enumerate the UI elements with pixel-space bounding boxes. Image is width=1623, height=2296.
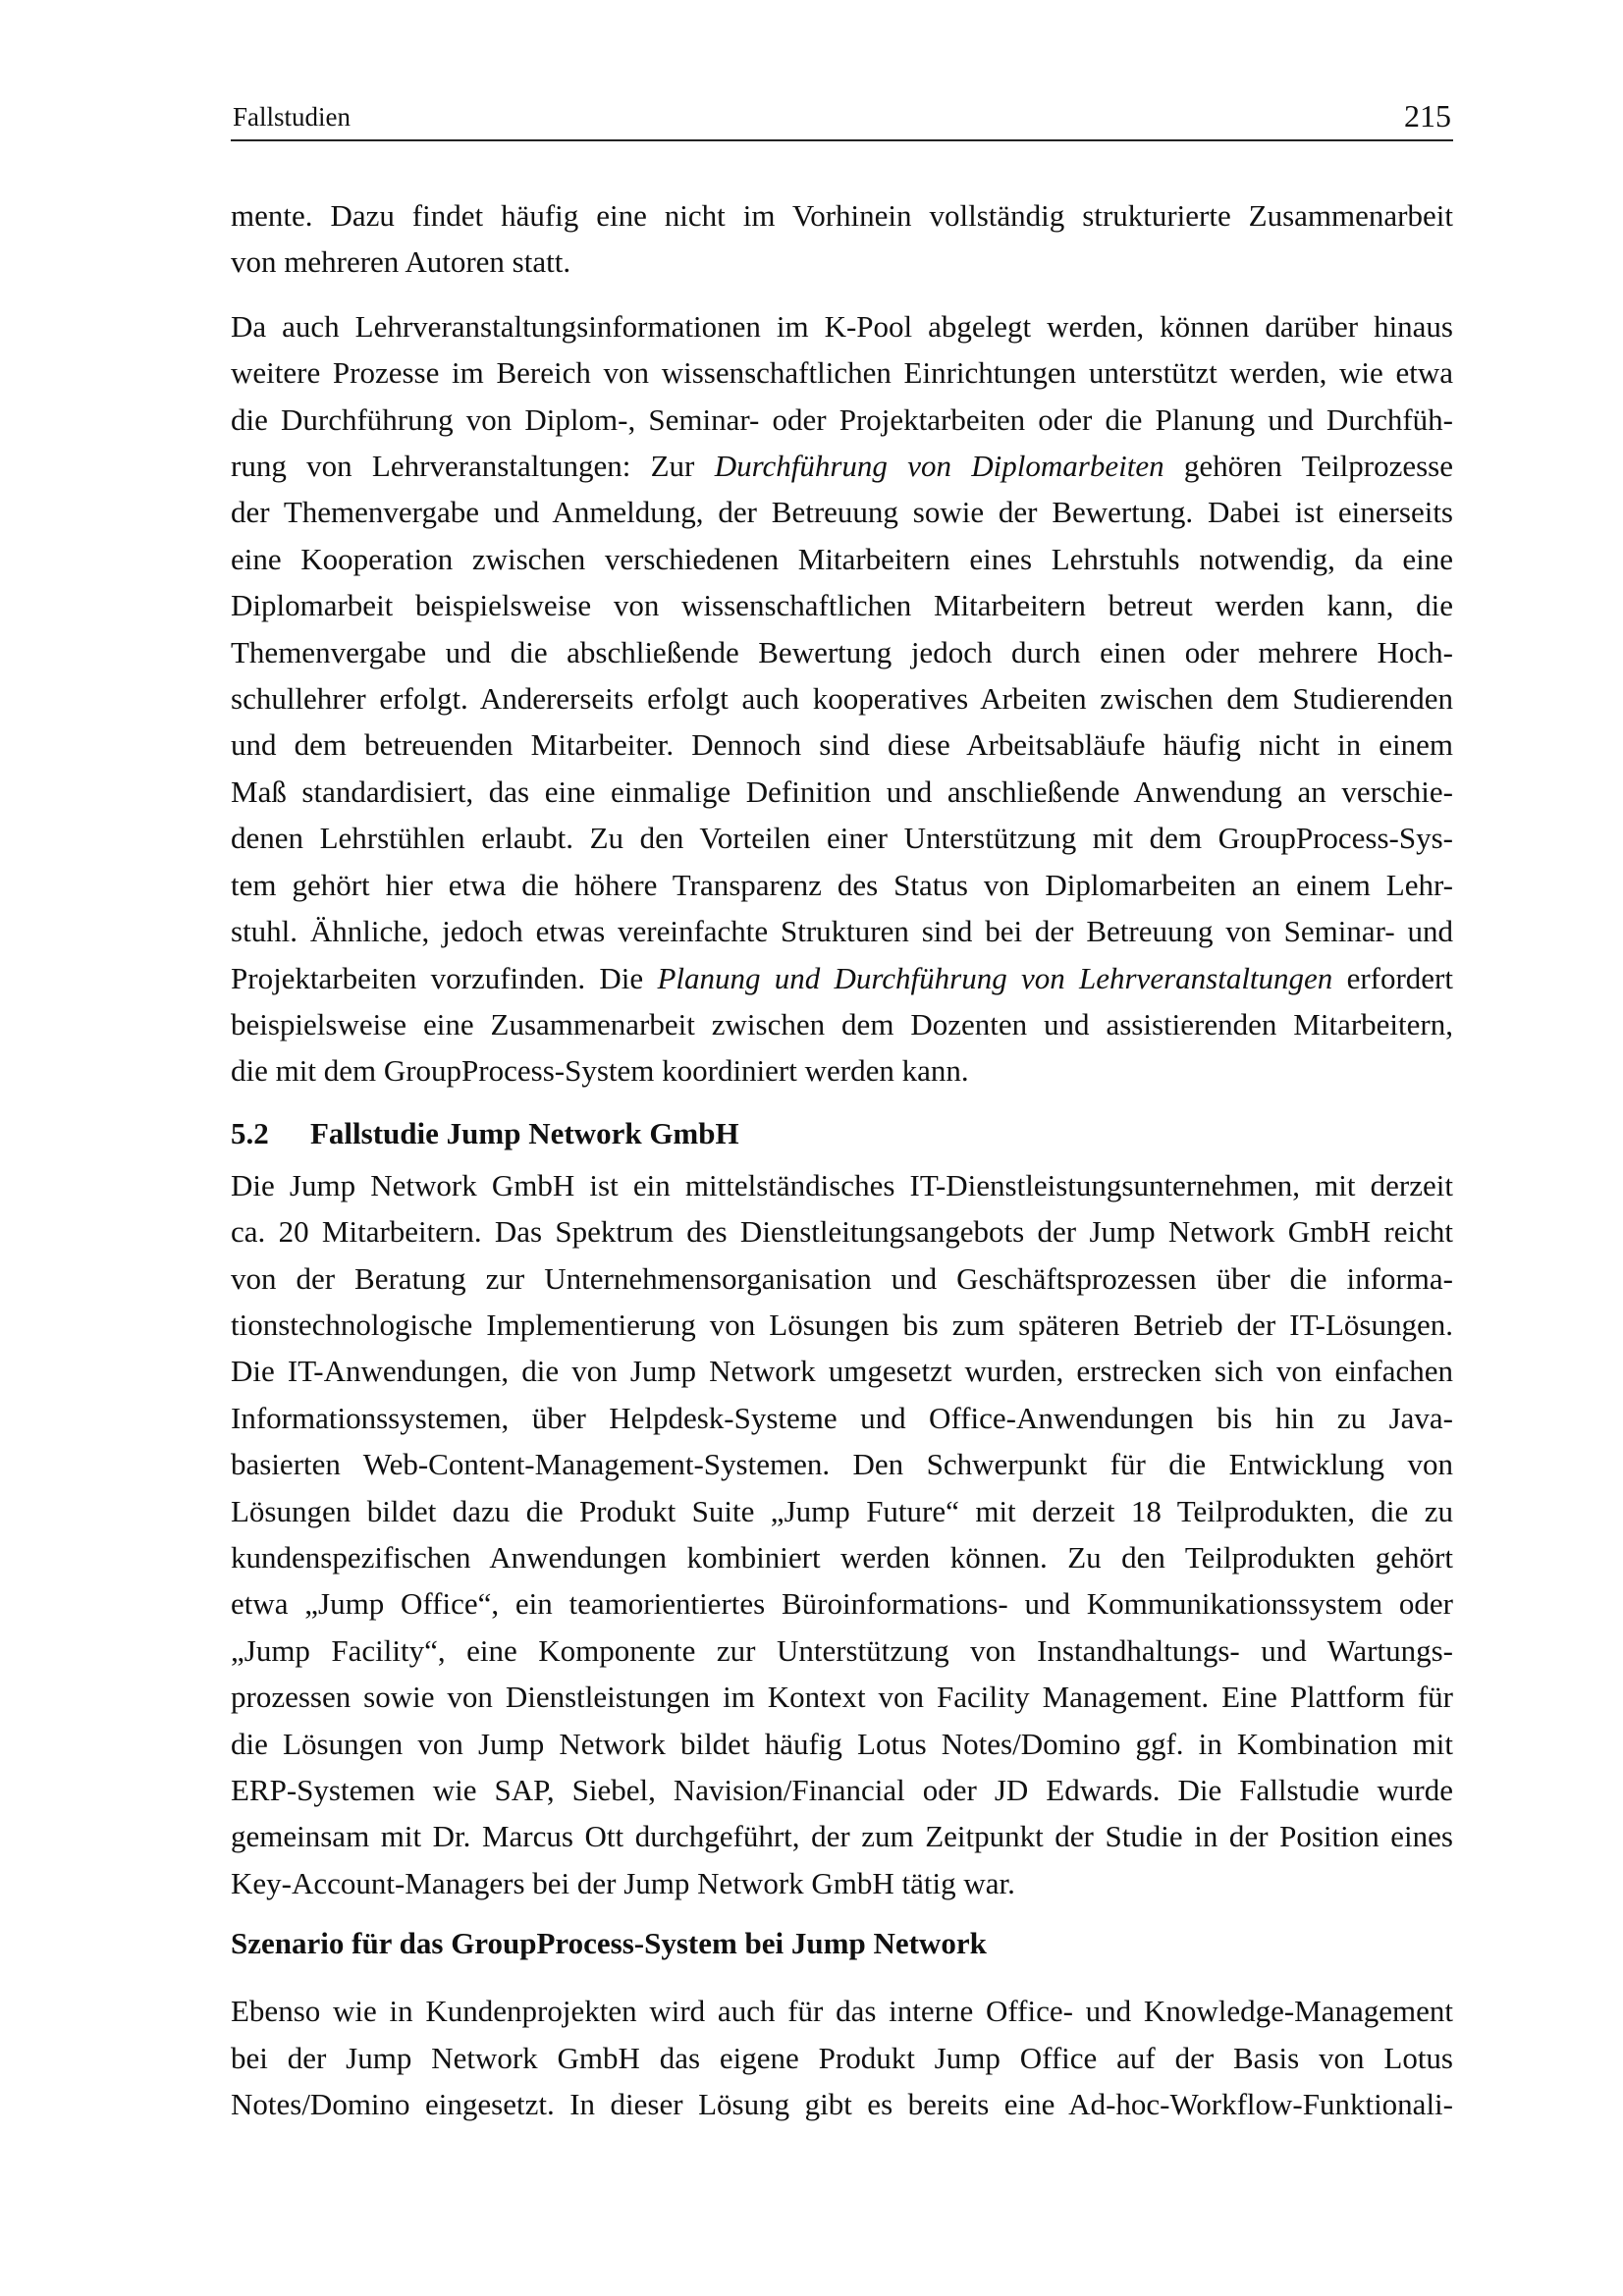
text-line: ca. 20 Mitarbeitern. Das Spektrum des Dienstleitungsangebots der Jump Network GmbH reicht <box>231 1214 1453 1250</box>
text-line: Themenvergabe und die abschließende Bewertung jedoch durch einen oder mehrere Hoch- <box>231 634 1453 669</box>
text-line: Lösungen bildet dazu die Produkt Suite „Jump Future“ mit derzeit 18 Teilprodukten, die zu <box>231 1493 1453 1528</box>
text-line: Da auch Lehrveranstaltungsinformationen im K-Pool abgelegt werden, können darüber hinaus <box>231 308 1453 344</box>
text-line: gemeinsam mit Dr. Marcus Ott durchgeführt, der zum Zeitpunkt der Studie in der Position eines <box>231 1819 1453 1854</box>
text-line: mente. Dazu findet häufig eine nicht im Vorhinein vollständig strukturierte Zusammenarbeit <box>231 198 1453 233</box>
text-line: tem gehört hier etwa die höhere Transparenz des Status von Diplomarbeiten an einem Lehr- <box>231 867 1453 902</box>
text-line: und dem betreuenden Mitarbeiter. Dennoch sind diese Arbeitsabläufe häufig nicht in einem <box>231 727 1453 763</box>
text-line: von der Beratung zur Unternehmensorganisation und Geschäftsprozessen über die informa- <box>231 1260 1453 1296</box>
paragraph-jump-network <box>231 1162 1453 1907</box>
text-line: bei der Jump Network GmbH das eigene Produkt Jump Office auf der Basis von Lotus <box>231 2040 1453 2075</box>
section-number: 5.2 <box>231 1115 269 1150</box>
text-line: der Themenvergabe und Anmeldung, der Betreuung sowie der Bewertung. Dabei ist einerseits <box>231 495 1453 530</box>
text-line: basierten Web-Content-Management-Systemen. Den Schwerpunkt für die Entwicklung von <box>231 1447 1453 1482</box>
page-number: 215 <box>1404 98 1451 133</box>
text-line: schullehrer erfolgt. Andererseits erfolgt auch kooperatives Arbeiten zwischen dem Studierenden <box>231 681 1453 717</box>
text-line: denen Lehrstühlen erlaubt. Zu den Vorteilen einer Unterstützung mit dem GroupProcess-Sys- <box>231 821 1453 856</box>
text-line: Die IT-Anwendungen, die von Jump Network umgesetzt wurden, erstrecken sich von einfachen <box>231 1354 1453 1389</box>
text-segment: gehören Teilprozesse <box>1163 449 1453 484</box>
text-line: Die Jump Network GmbH ist ein mittelständisches IT-Dienstleistungsunternehmen, mit derzeit <box>231 1167 1453 1202</box>
text-segment: erfordert <box>1332 960 1453 995</box>
italic-term: Durchführung von Diplomarbeiten <box>714 449 1164 484</box>
italic-term: Planung und Durchführung von Lehrveranstaltungen <box>657 960 1333 995</box>
text-line: die Durchführung von Diplom-, Seminar- oder Projektarbeiten oder die Planung und Durchfüh- <box>231 401 1453 437</box>
text-line: Ebenso wie in Kundenprojekten wird auch für das interne Office- und Knowledge-Management <box>231 1994 1453 2029</box>
text-line: stuhl. Ähnliche, jedoch etwas vereinfachte Strukturen sind bei der Betreuung von Seminar- und <box>231 914 1453 949</box>
paragraph-continuation <box>231 192 1453 286</box>
text-line: die Lösungen von Jump Network bildet häufig Lotus Notes/Domino ggf. in Kombination mit <box>231 1726 1453 1761</box>
text-line: Key-Account-Managers bei der Jump Network GmbH tätig war. <box>231 1865 1015 1900</box>
text-line: Informationssystemen, über Helpdesk-Systeme und Office-Anwendungen bis hin zu Java- <box>231 1400 1453 1435</box>
text-line <box>231 955 1453 1001</box>
paragraph-lehrveranstaltungen <box>231 303 1453 1095</box>
text-line: ERP-Systemen wie SAP, Siebel, Navision/Financial oder JD Edwards. Die Fallstudie wurde <box>231 1773 1453 1807</box>
text-line <box>231 443 1453 489</box>
text-line: weitere Prozesse im Bereich von wissenschaftlichen Einrichtungen unterstützt werden, wie etwa <box>231 355 1453 391</box>
text-line: Maß standardisiert, das eine einmalige Definition und anschließende Anwendung an verschie- <box>231 774 1453 809</box>
text-line: eine Kooperation zwischen verschiedenen Mitarbeitern eines Lehrstuhls notwendig, da eine <box>231 541 1453 576</box>
text-line: Notes/Domino eingesetzt. In dieser Lösung gibt es bereits eine Ad-hoc-Workflow-Funktionali- <box>231 2087 1453 2122</box>
text-line: prozessen sowie von Dienstleistungen im Kontext von Facility Management. Eine Plattform für <box>231 1680 1453 1715</box>
text-line: die mit dem GroupProcess-System koordiniert werden kann. <box>231 1053 969 1089</box>
running-header <box>231 98 1453 141</box>
text-line: von mehreren Autoren statt. <box>231 244 571 280</box>
text-line: etwa „Jump Office“, ein teamorientiertes Büroinformations- und Kommunikationssystem oder <box>231 1586 1453 1622</box>
section-title: Fallstudie Jump Network GmbH <box>310 1115 739 1150</box>
text-segment: rung von Lehrveranstaltungen: Zur <box>231 449 715 484</box>
text-line: beispielsweise eine Zusammenarbeit zwischen dem Dozenten und assistierenden Mitarbeitern, <box>231 1006 1453 1041</box>
body-text <box>231 192 1453 2127</box>
text-line: tionstechnologische Implementierung von Lösungen bis zum späteren Betrieb der IT-Lösungen. <box>231 1307 1453 1342</box>
running-title: Fallstudien <box>233 102 351 132</box>
text-line: kundenspezifischen Anwendungen kombiniert werden können. Zu den Teilprodukten gehört <box>231 1539 1453 1575</box>
paragraph-ebenso <box>231 1988 1453 2127</box>
text-line: „Jump Facility“, eine Komponente zur Unterstützung von Instandhaltungs- und Wartungs- <box>231 1632 1453 1668</box>
subheading: Szenario für das GroupProcess-System bei Jump Network <box>231 1926 987 1961</box>
section-heading <box>231 1110 1453 1156</box>
text-segment: Projektarbeiten vorzufinden. Die <box>231 960 658 995</box>
text-line: Diplomarbeit beispielsweise von wissenschaftlichen Mitarbeitern betreut werden kann, die <box>231 588 1453 623</box>
